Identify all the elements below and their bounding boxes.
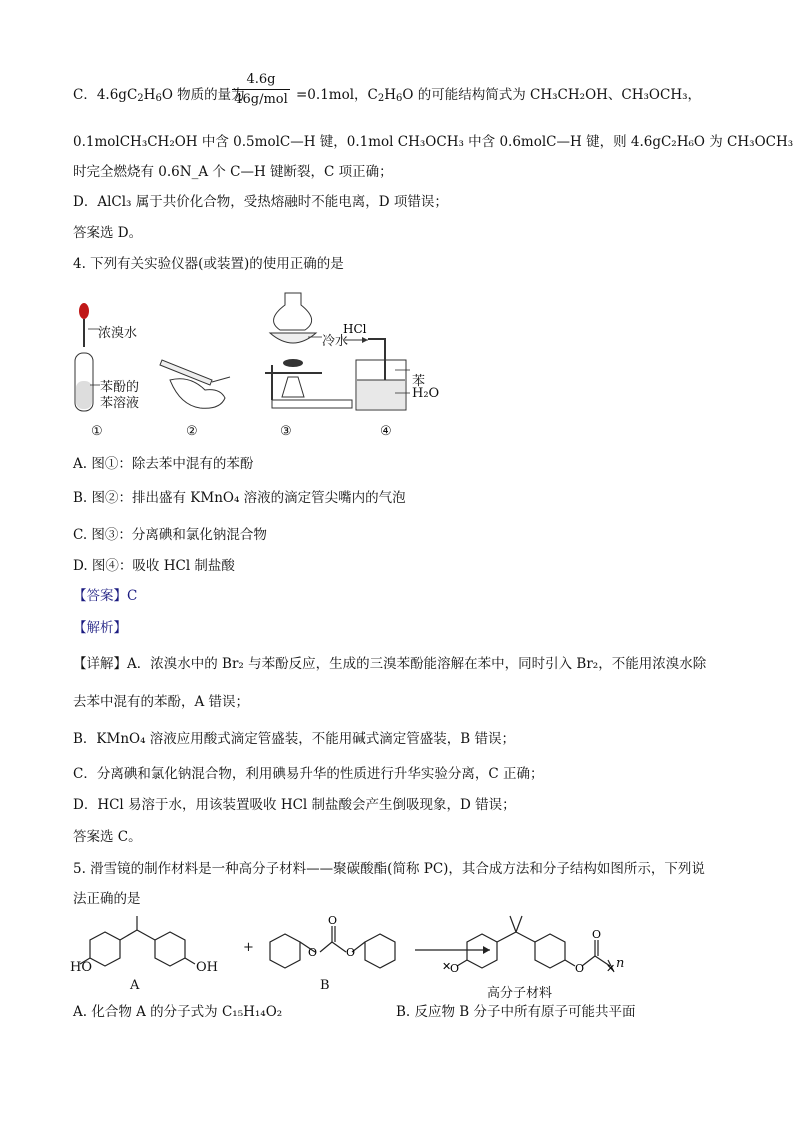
answer-heading: 【答案】C xyxy=(73,588,138,604)
option-a: A. 图①：除去苯中混有的苯酚 xyxy=(73,456,254,472)
svg-text:✕: ✕ xyxy=(442,960,452,973)
label-water: H₂O xyxy=(412,386,440,401)
apparatus-figure xyxy=(60,285,460,445)
svg-text:O: O xyxy=(308,946,318,959)
detail-1: 【详解】A．浓溴水中的 Br₂ 与苯酚反应，生成的三溴苯酚能溶解在苯中，同时引入 Br₂，不能用浓溴水除 xyxy=(73,656,707,672)
dropper-bulb-icon xyxy=(79,303,89,319)
option-c: C. 图③：分离碘和氯化钠混合物 xyxy=(73,527,267,543)
answer-c: 答案选 C。 xyxy=(73,829,142,845)
sublimation-apparatus-icon xyxy=(265,293,352,408)
fig-num-2: ② xyxy=(186,424,198,439)
beaker-icon xyxy=(343,322,410,410)
detail-2: 去苯中混有的苯酚，A 错误； xyxy=(73,694,250,710)
line-d: D．AlCl₃ 属于共价化合物，受热熔融时不能电离，D 项错误； xyxy=(73,194,448,210)
detail-5: D．HCl 易溶于水，用该装置吸收 HCl 制盐酸会产生倒吸现象，D 错误； xyxy=(73,797,516,813)
line-c1: C．$4.6gC_2H_6O$ 物质的量为 xyxy=(73,87,245,104)
label-phenol2: 苯溶液 xyxy=(100,396,140,411)
svg-text:O: O xyxy=(346,946,356,959)
label-benzene: 苯 xyxy=(412,374,426,389)
option-d: D. 图④：吸收 HCl 制盐酸 xyxy=(73,558,235,574)
q5-option-b: B. 反应物 B 分子中所有原子可能共平面 xyxy=(396,1004,636,1020)
svg-text:O: O xyxy=(328,914,338,927)
fig-num-1: ① xyxy=(91,424,103,439)
line-c1-rest: =0.1mol，$C_2H_6O$ 的可能结构简式为 CH₃CH₂OH、CH₃OCH₃， xyxy=(296,87,702,104)
fig-num-3: ③ xyxy=(280,424,292,439)
label-n: n xyxy=(616,956,625,971)
reaction-figure xyxy=(70,912,730,992)
svg-text:O: O xyxy=(450,962,460,975)
svg-text:O: O xyxy=(575,962,585,975)
label-ho: HO xyxy=(70,960,92,975)
label-oh: OH xyxy=(196,960,218,975)
line-c3: 时完全燃烧有 0.6N_A 个 C—H 键断裂，C 项正确； xyxy=(73,164,393,180)
label-plus: + xyxy=(243,940,254,955)
option-b: B. 图②：排出盛有 KMnO₄ 溶液的滴定管尖嘴内的气泡 xyxy=(73,490,406,506)
answer-d: 答案选 D。 xyxy=(73,225,143,241)
line-c2: 0.1molCH₃CH₂OH 中含 0.5molC—H 键，0.1mol CH₃OCH₃ 中含 0.6molC—H 键，则 4.6gC₂H₆O 为 CH₃OCH₃ xyxy=(73,134,794,150)
label-phenol1: 苯酚的 xyxy=(100,380,140,395)
fig-num-4: ④ xyxy=(380,424,392,439)
label-product: 高分子材料 xyxy=(487,986,553,1001)
svg-text:✕: ✕ xyxy=(606,962,616,975)
question-5b: 法正确的是 xyxy=(73,891,141,907)
question-5a: 5. 滑雪镜的制作材料是一种高分子材料——聚碳酸酯(简称 PC)，其合成方法和分子结构如图所示，下列说 xyxy=(73,861,705,877)
svg-text:HCl: HCl xyxy=(343,322,367,336)
fraction: 4.6g 46g/mol xyxy=(228,72,294,107)
q5-option-a: A. 化合物 A 的分子式为 C₁₅H₁₄O₂ xyxy=(73,1004,283,1020)
label-bromine-water: 浓溴水 xyxy=(98,326,138,341)
svg-text:O: O xyxy=(592,928,602,941)
label-cold-water: 冷水 xyxy=(322,334,349,349)
label-a: A xyxy=(130,978,140,993)
detail-3: B．KMnO₄ 溶液应用酸式滴定管盛装，不能用碱式滴定管盛装，B 错误； xyxy=(73,731,516,747)
analysis-heading: 【解析】 xyxy=(73,620,127,636)
detail-4: C．分离碘和氯化钠混合物，利用碘易升华的性质进行升华实验分离，C 正确； xyxy=(73,766,544,782)
question-4: 4. 下列有关实验仪器(或装置)的使用正确的是 xyxy=(73,256,344,272)
label-b: B xyxy=(320,978,330,993)
hand-burette-icon xyxy=(160,360,230,408)
